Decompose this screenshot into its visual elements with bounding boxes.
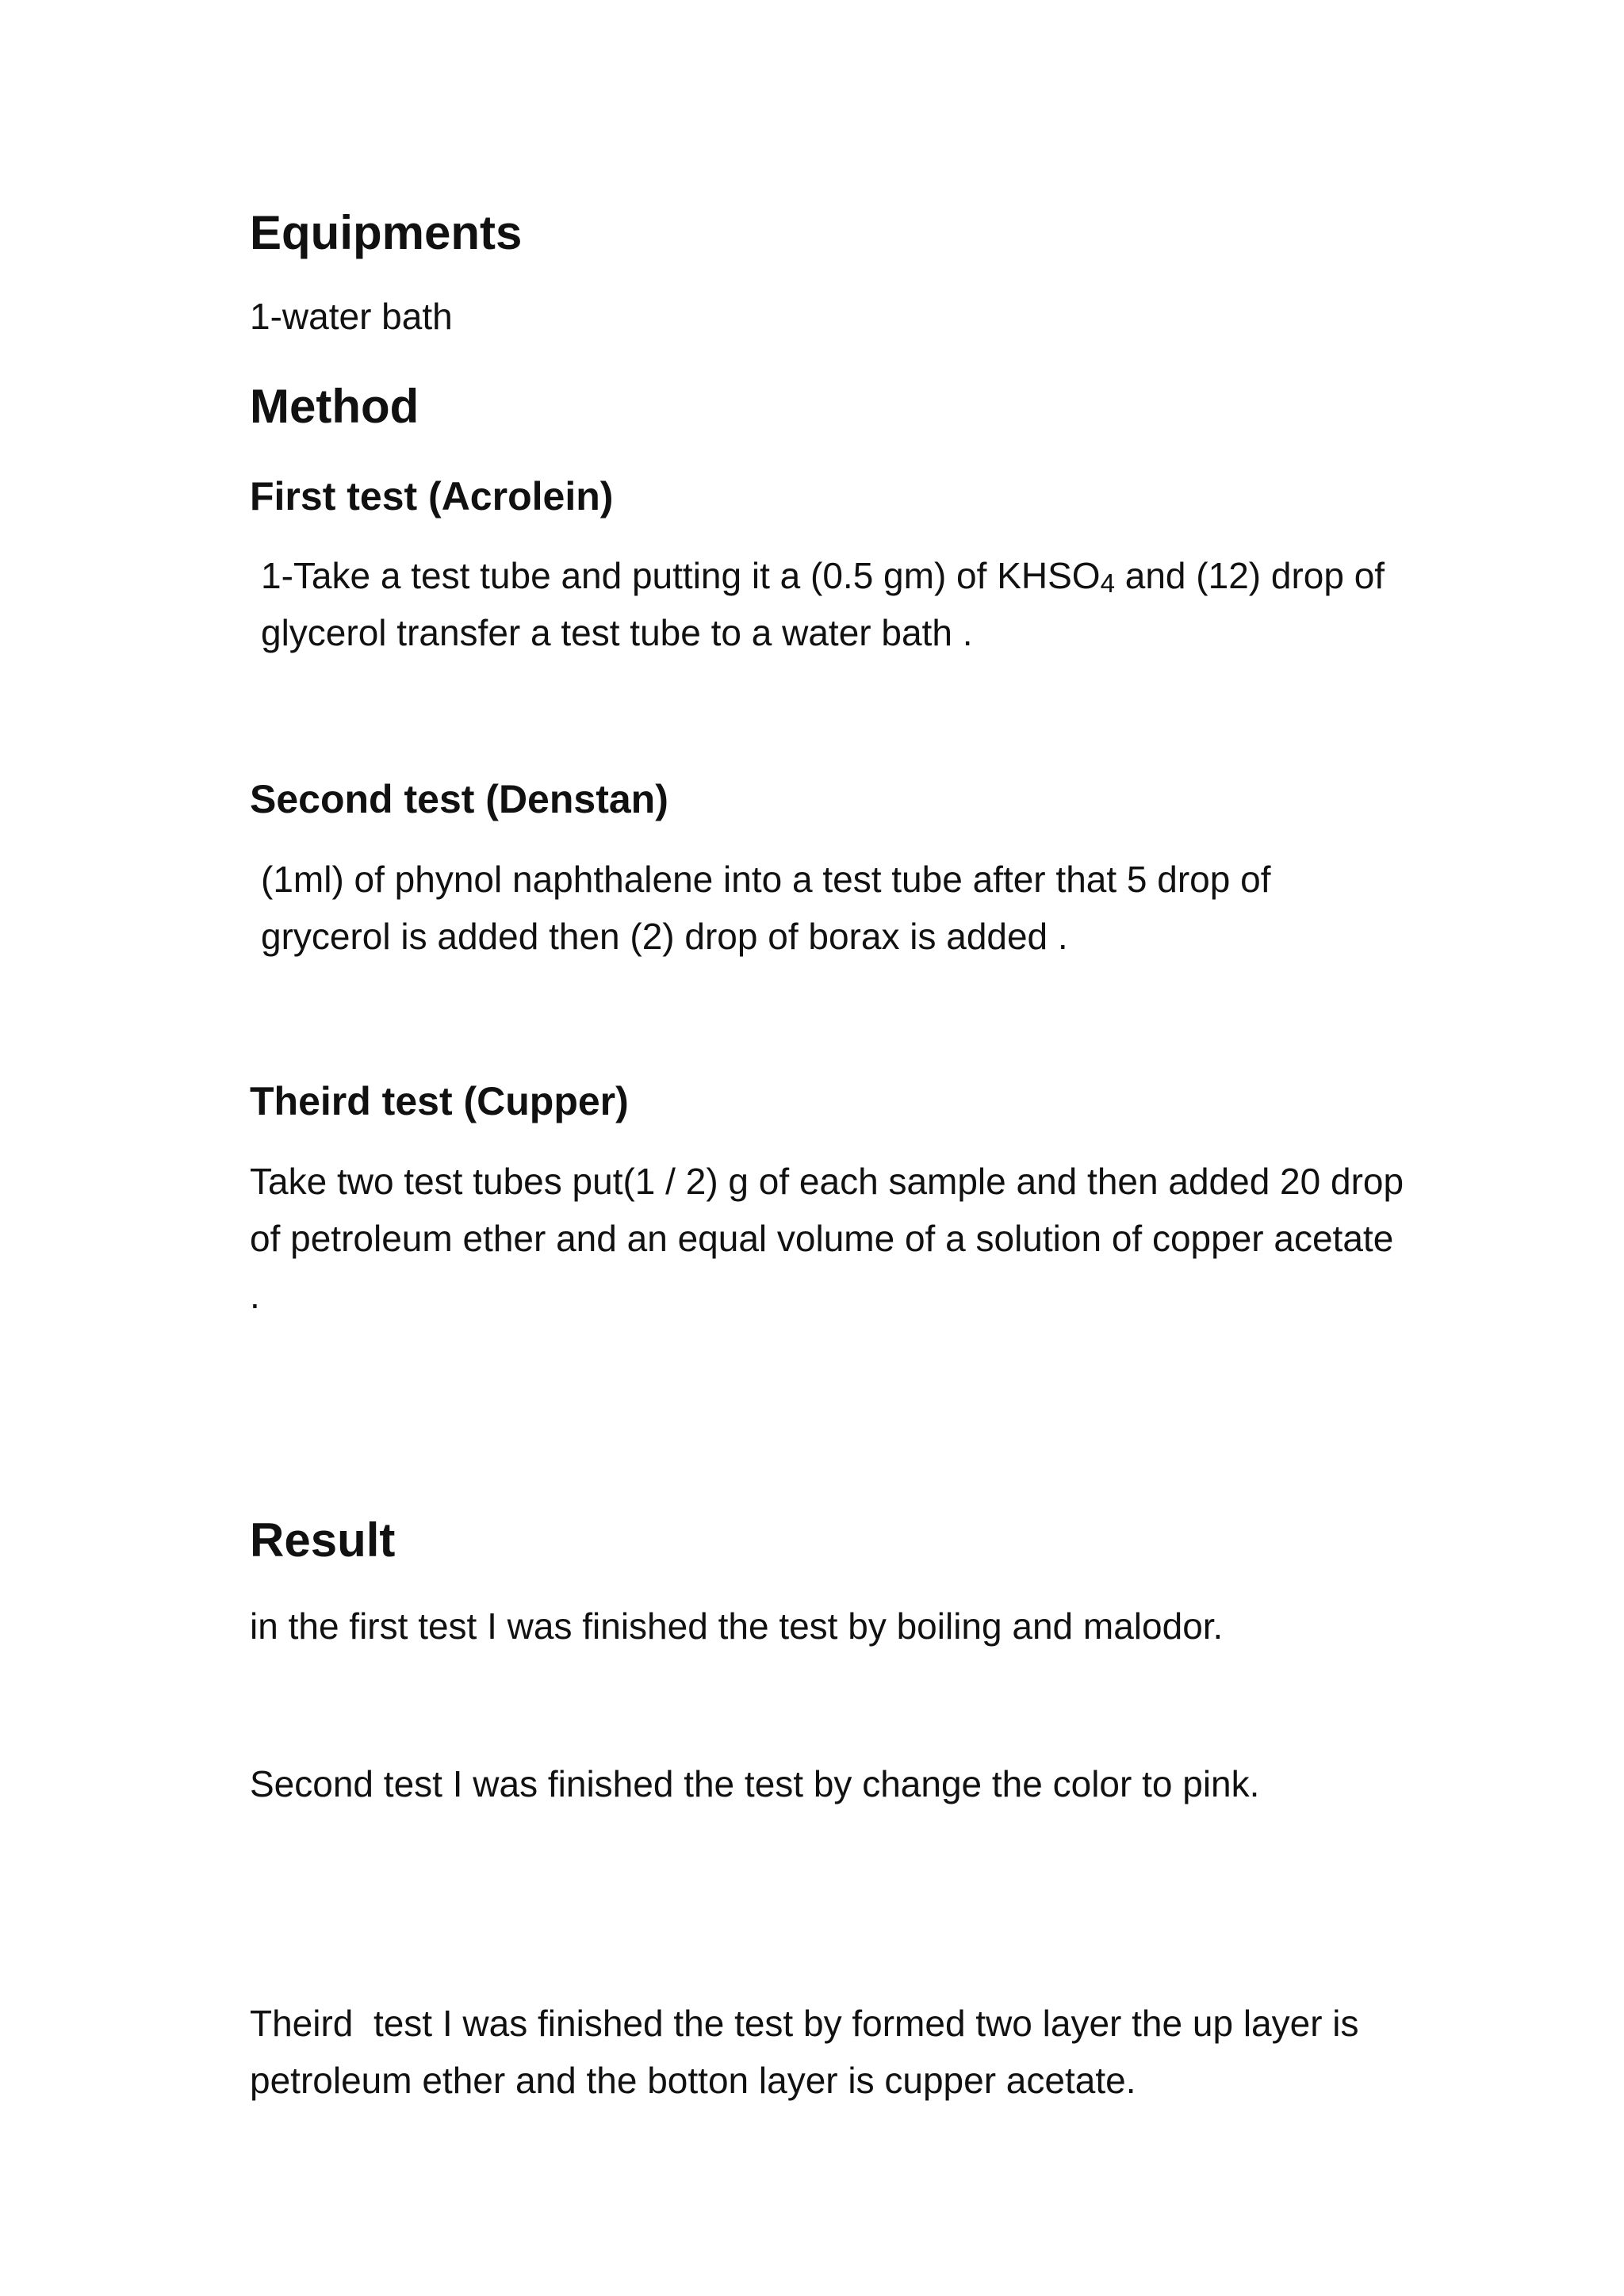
- second-test-title: Second test (Denstan): [250, 777, 668, 821]
- second-test-text: (1ml) of phynol naphthalene into a test tube after that 5 drop of grycerol is added then (2) drop of borax is added .: [261, 859, 1271, 957]
- method-heading: Method: [250, 380, 419, 433]
- equipments-heading: Equipments: [250, 206, 523, 259]
- third-test-title: Theird test (Cupper): [250, 1079, 629, 1123]
- result-paragraph-3: Theird test I was finished the test by formed two layer the up layer is petroleum ether and the botton layer is cupper acetate.: [250, 2003, 1369, 2101]
- first-test-title: First test (Acrolein): [250, 474, 614, 519]
- first-test-subscript: 4: [1100, 568, 1115, 599]
- result-paragraph-2: Second test I was finished the test by change the color to pink.: [250, 1763, 1260, 1804]
- result-paragraph-1: in the first test I was finished the test by boiling and malodor.: [250, 1605, 1224, 1647]
- first-test-text: [250, 547, 1408, 661]
- result-heading: Result: [250, 1513, 396, 1567]
- first-test-text-before: 1-Take a test tube and putting it a (0.5 gm) of KHSO: [261, 555, 1101, 596]
- equipment-item-water-bath: 1-water bath: [250, 296, 453, 337]
- first-test-text-after: and (12) drop of glycerol transfer a test tube to a water bath .: [261, 555, 1385, 653]
- third-test-text: Take two test tubes put(1 / 2) g of each sample and then added 20 drop of petroleum ether and an equal volume of a solution of copper acetate .: [250, 1161, 1404, 1316]
